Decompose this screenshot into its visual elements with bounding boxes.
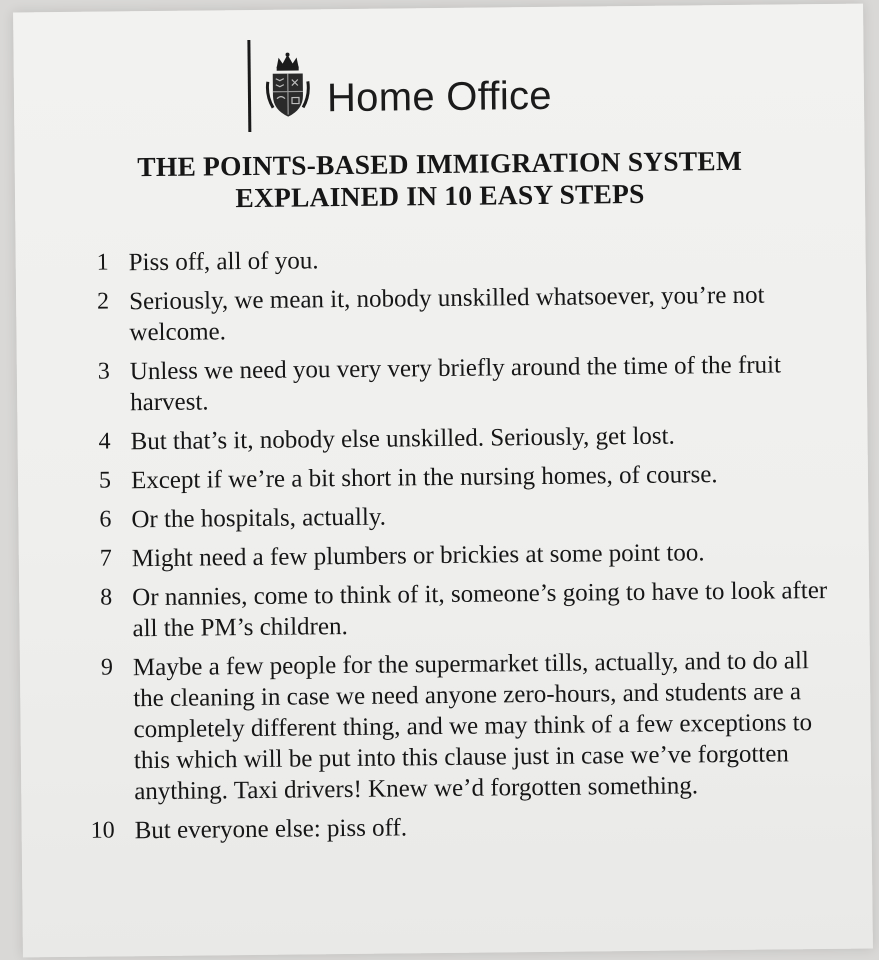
step-number: 7 bbox=[99, 545, 112, 572]
step-item bbox=[72, 349, 843, 419]
step-number: 5 bbox=[98, 467, 112, 494]
steps-list bbox=[71, 240, 847, 855]
step-number: 9 bbox=[100, 654, 114, 681]
step-text: Seriously, we mean it, nobody unskilled whatsoever, you’re not welcome. bbox=[128, 281, 765, 347]
step-item bbox=[71, 240, 841, 279]
step-number: 6 bbox=[99, 506, 112, 533]
step-text: But that’s it, nobody else unskilled. Seriously, get lost. bbox=[130, 422, 675, 456]
header-divider bbox=[247, 40, 251, 132]
step-text: Maybe a few people for the supermarket tills, actually, and to do all the cleaning in case we need anyone zero-hours, and students are a completely different thing, and we may think of a few exceptions to this which will be put into this clause just in case we’ve forgotten anything. Taxi drivers! Knew we’d forgotten something. bbox=[132, 647, 813, 806]
step-item bbox=[72, 419, 842, 458]
step-number: 1 bbox=[96, 249, 109, 276]
step-text: Except if we’re a bit short in the nursing homes, of course. bbox=[130, 461, 718, 495]
step-text: Might need a few plumbers or brickies at some point too. bbox=[131, 539, 705, 573]
royal-crest-icon bbox=[265, 51, 312, 119]
document-title bbox=[15, 144, 866, 217]
step-item bbox=[75, 645, 847, 808]
step-item bbox=[71, 279, 842, 349]
step-text: Or the hospitals, actually. bbox=[131, 503, 387, 534]
title-line-2: EXPLAINED IN 10 EASY STEPS bbox=[235, 177, 645, 214]
step-item bbox=[74, 575, 845, 645]
step-number: 8 bbox=[100, 584, 113, 611]
title-line-1: THE POINTS-BASED IMMIGRATION SYSTEM bbox=[137, 144, 743, 183]
step-number: 2 bbox=[96, 288, 110, 315]
organisation-name: Home Office bbox=[326, 73, 553, 120]
step-text: But everyone else: piss off. bbox=[134, 814, 408, 845]
home-office-header bbox=[247, 37, 552, 132]
step-number: 3 bbox=[97, 358, 110, 385]
step-number: 4 bbox=[98, 428, 111, 455]
step-item bbox=[73, 458, 843, 497]
printed-page bbox=[13, 4, 873, 958]
step-text: Or nannies, come to think of it, someone’s going to have to look after all the PM’s children. bbox=[132, 576, 828, 643]
step-item bbox=[74, 536, 844, 575]
step-text: Piss off, all of you. bbox=[128, 247, 319, 277]
step-number: 10 bbox=[90, 817, 115, 844]
step-item bbox=[73, 497, 843, 536]
step-text: Unless we need you very very briefly around the time of the fruit harvest. bbox=[129, 351, 782, 417]
step-item bbox=[76, 808, 846, 847]
